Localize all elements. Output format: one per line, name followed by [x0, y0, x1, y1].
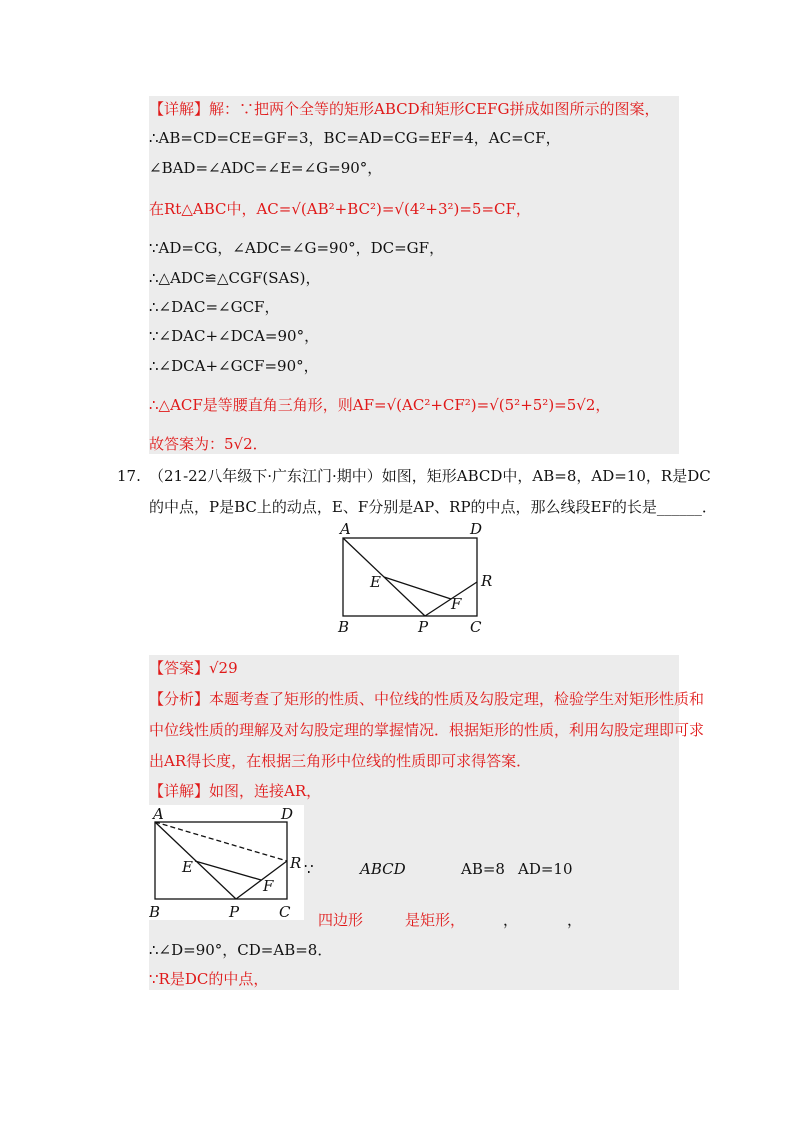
question-number: 17. — [117, 467, 141, 485]
quadrilateral-text: 四边形 — [318, 911, 364, 929]
question-text-1: （21-22八年级下·广东江门·期中）如图，矩形ABCD中，AB=8，AD=10，R是DC — [149, 467, 711, 485]
fig2-label-A: A — [153, 805, 164, 823]
ab-equals-8: AB=8 — [461, 860, 505, 878]
angle-d-line: ∴∠D=90°，CD=AB=8． — [149, 941, 333, 959]
box1-line-2: ∴AB=CD=CE=GF=3，BC=AD=CG=EF=4，AC=CF， — [149, 129, 561, 147]
box1-line-11: 故答案为：5√2． — [149, 435, 268, 453]
fig1-label-F: F — [451, 595, 462, 613]
comma-1: ， — [503, 911, 519, 929]
fig1-label-D: D — [470, 520, 483, 538]
box1-line-7: ∴∠DAC=∠GCF， — [149, 298, 280, 316]
box1-line-9: ∴∠DCA+∠GCF=90°， — [149, 357, 319, 375]
analysis-line-3: 出AR得长度，在根据三角形中位线的性质即可求得答案． — [149, 752, 532, 770]
box1-line-3: ∠BAD=∠ADC=∠E=∠G=90°， — [149, 159, 383, 177]
fig1-label-E: E — [370, 573, 381, 591]
fig2-label-P: P — [229, 903, 240, 920]
box1-line-4: 在Rt△ABC中，AC=√(AB²+BC²)=√(4²+3²)=5=CF， — [149, 200, 531, 218]
box1-line-8: ∵∠DAC+∠DCA=90°， — [149, 327, 320, 345]
comma-2: ， — [567, 911, 583, 929]
answer-line: 【答案】√29 — [149, 659, 238, 677]
fig1-label-R: R — [481, 572, 493, 590]
since-symbol: ∵ — [304, 860, 314, 878]
box1-line-1: 【详解】解：∵把两个全等的矩形ABCD和矩形CEFG拼成如图所示的图案， — [149, 100, 660, 118]
rectangle-figure-2 — [149, 805, 304, 920]
fig2-label-B: B — [149, 903, 161, 920]
fig1-label-P: P — [418, 618, 429, 636]
analysis-line-2: 中位线性质的理解及对勾股定理的掌握情况．根据矩形的性质，利用勾股定理即可求 — [149, 721, 705, 739]
box1-line-5: ∵AD=CG，∠ADC=∠G=90°，DC=GF， — [149, 239, 445, 257]
rectangle-figure-1 — [330, 520, 500, 638]
fig2-label-F: F — [263, 877, 274, 895]
fig2-label-R: R — [290, 854, 302, 872]
fig2-label-D: D — [281, 805, 294, 823]
box1-line-6: ∴△ADC≌△CGF(SAS)， — [149, 269, 321, 287]
analysis-line-1: 【分析】本题考查了矩形的性质、中位线的性质及勾股定理，检验学生对矩形性质和 — [149, 690, 705, 708]
fig1-label-C: C — [470, 618, 482, 636]
r-midpoint-line: ∵R是DC的中点， — [149, 970, 269, 988]
is-rectangle-text: 是矩形， — [405, 911, 466, 929]
fig2-label-C: C — [279, 903, 291, 920]
detail-line: 【详解】如图，连接AR， — [149, 782, 322, 800]
fig1-label-B: B — [338, 618, 350, 636]
fig1-label-A: A — [340, 520, 351, 538]
ad-equals-10: AD=10 — [518, 860, 573, 878]
box1-line-10: ∴△ACF是等腰直角三角形，则AF=√(AC²+CF²)=√(5²+5²)=5√2， — [149, 396, 611, 414]
question-text-2: 的中点，P是BC上的动点，E、F分别是AP、RP的中点，那么线段EF的长是______． — [149, 498, 717, 516]
fig2-label-E: E — [182, 858, 193, 876]
abcd-text: ABCD — [360, 860, 406, 878]
